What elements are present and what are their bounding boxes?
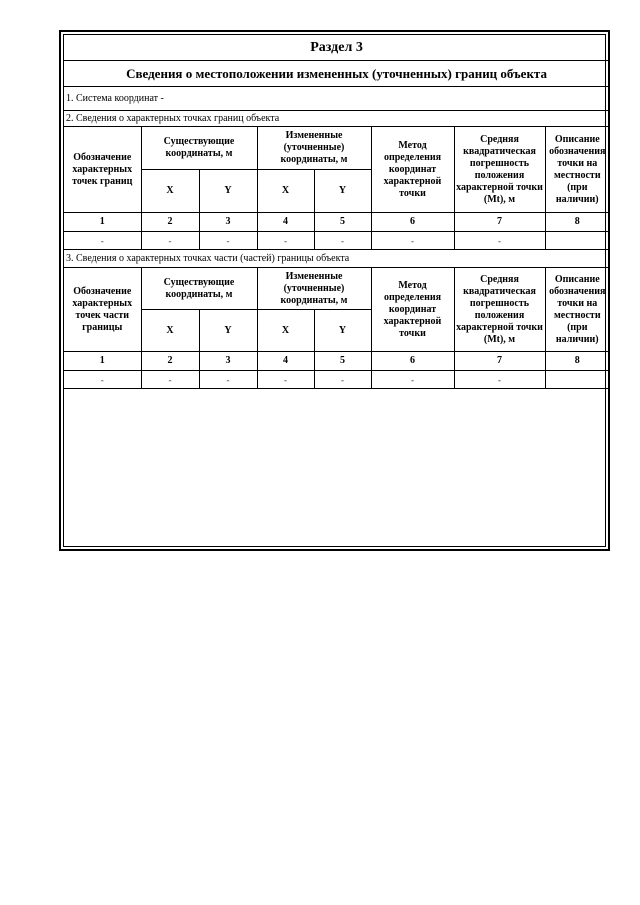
table1-header-x-existing: X: [141, 170, 199, 213]
table2-header-existing: Существующие координаты, м: [141, 268, 257, 310]
table1-cell: -: [371, 232, 454, 250]
coord-system: 1. Система координат -: [64, 87, 609, 111]
table2-cell: -: [454, 371, 545, 389]
table2-header-changed: Измененные (уточненные) координаты, м: [257, 268, 371, 310]
table2-cell: -: [199, 371, 257, 389]
table1-header-y-changed: Y: [314, 170, 371, 213]
table1-header-y-existing: Y: [199, 170, 257, 213]
table2-col-number: 7: [454, 352, 545, 371]
table2-col-number: 2: [141, 352, 199, 371]
table1-col-number: 8: [545, 213, 609, 232]
table2-col-number: 8: [545, 352, 609, 371]
table1-cell: -: [257, 232, 314, 250]
section-title: Раздел 3: [64, 35, 609, 61]
table2-header-x-changed: X: [257, 310, 314, 352]
table1-col-number: 6: [371, 213, 454, 232]
table2-cell: -: [141, 371, 199, 389]
table2-col-number: 5: [314, 352, 371, 371]
table2-cell: -: [257, 371, 314, 389]
table2-header-y-existing: Y: [199, 310, 257, 352]
table2-header-x-existing: X: [141, 310, 199, 352]
table2-col-number: 1: [64, 352, 141, 371]
table2-header-error: Средняя квадратическая погрешность положения характерной точки (Mt), м: [454, 268, 545, 352]
table1-cell: -: [141, 232, 199, 250]
table1-cell: [545, 232, 609, 250]
table2-col-number: 3: [199, 352, 257, 371]
table1-header-existing: Существующие координаты, м: [141, 127, 257, 170]
table1-cell: -: [454, 232, 545, 250]
table2-cell: [545, 371, 609, 389]
table2-col-number: 4: [257, 352, 314, 371]
table1-col-number: 2: [141, 213, 199, 232]
table1-header-description: Описание обозначения точки на местности (при наличии): [545, 127, 609, 213]
table2-col-number: 6: [371, 352, 454, 371]
document-inner-frame: [63, 34, 606, 547]
section-subtitle: Сведения о местоположении измененных (уточненных) границ объекта: [64, 61, 609, 87]
section-table: [64, 35, 609, 389]
table1-header-x-changed: X: [257, 170, 314, 213]
table2-header-method: Метод определения координат характерной точки: [371, 268, 454, 352]
table2-caption: 3. Сведения о характерных точках части (частей) границы объекта: [64, 250, 609, 268]
table1-caption: 2. Сведения о характерных точках границ объекта: [64, 111, 609, 127]
table1-cell: -: [199, 232, 257, 250]
table1-col-number: 5: [314, 213, 371, 232]
table1-col-number: 4: [257, 213, 314, 232]
table2-cell: -: [64, 371, 141, 389]
table1-cell: -: [314, 232, 371, 250]
table1-header-changed: Измененные (уточненные) координаты, м: [257, 127, 371, 170]
table1-cell: -: [64, 232, 141, 250]
table1-col-number: 1: [64, 213, 141, 232]
table1-header-error: Средняя квадратическая погрешность положения характерной точки (Mt), м: [454, 127, 545, 213]
table2-header-y-changed: Y: [314, 310, 371, 352]
table1-col-number: 7: [454, 213, 545, 232]
table1-header-method: Метод определения координат характерной точки: [371, 127, 454, 213]
table2-header-points: Обозначение характерных точек части границы: [64, 268, 141, 352]
table2-cell: -: [371, 371, 454, 389]
document-frame: [59, 30, 610, 551]
table1-col-number: 3: [199, 213, 257, 232]
table1-header-points: Обозначение характерных точек границ: [64, 127, 141, 213]
table2-header-description: Описание обозначения точки на местности (при наличии): [545, 268, 609, 352]
table2-cell: -: [314, 371, 371, 389]
